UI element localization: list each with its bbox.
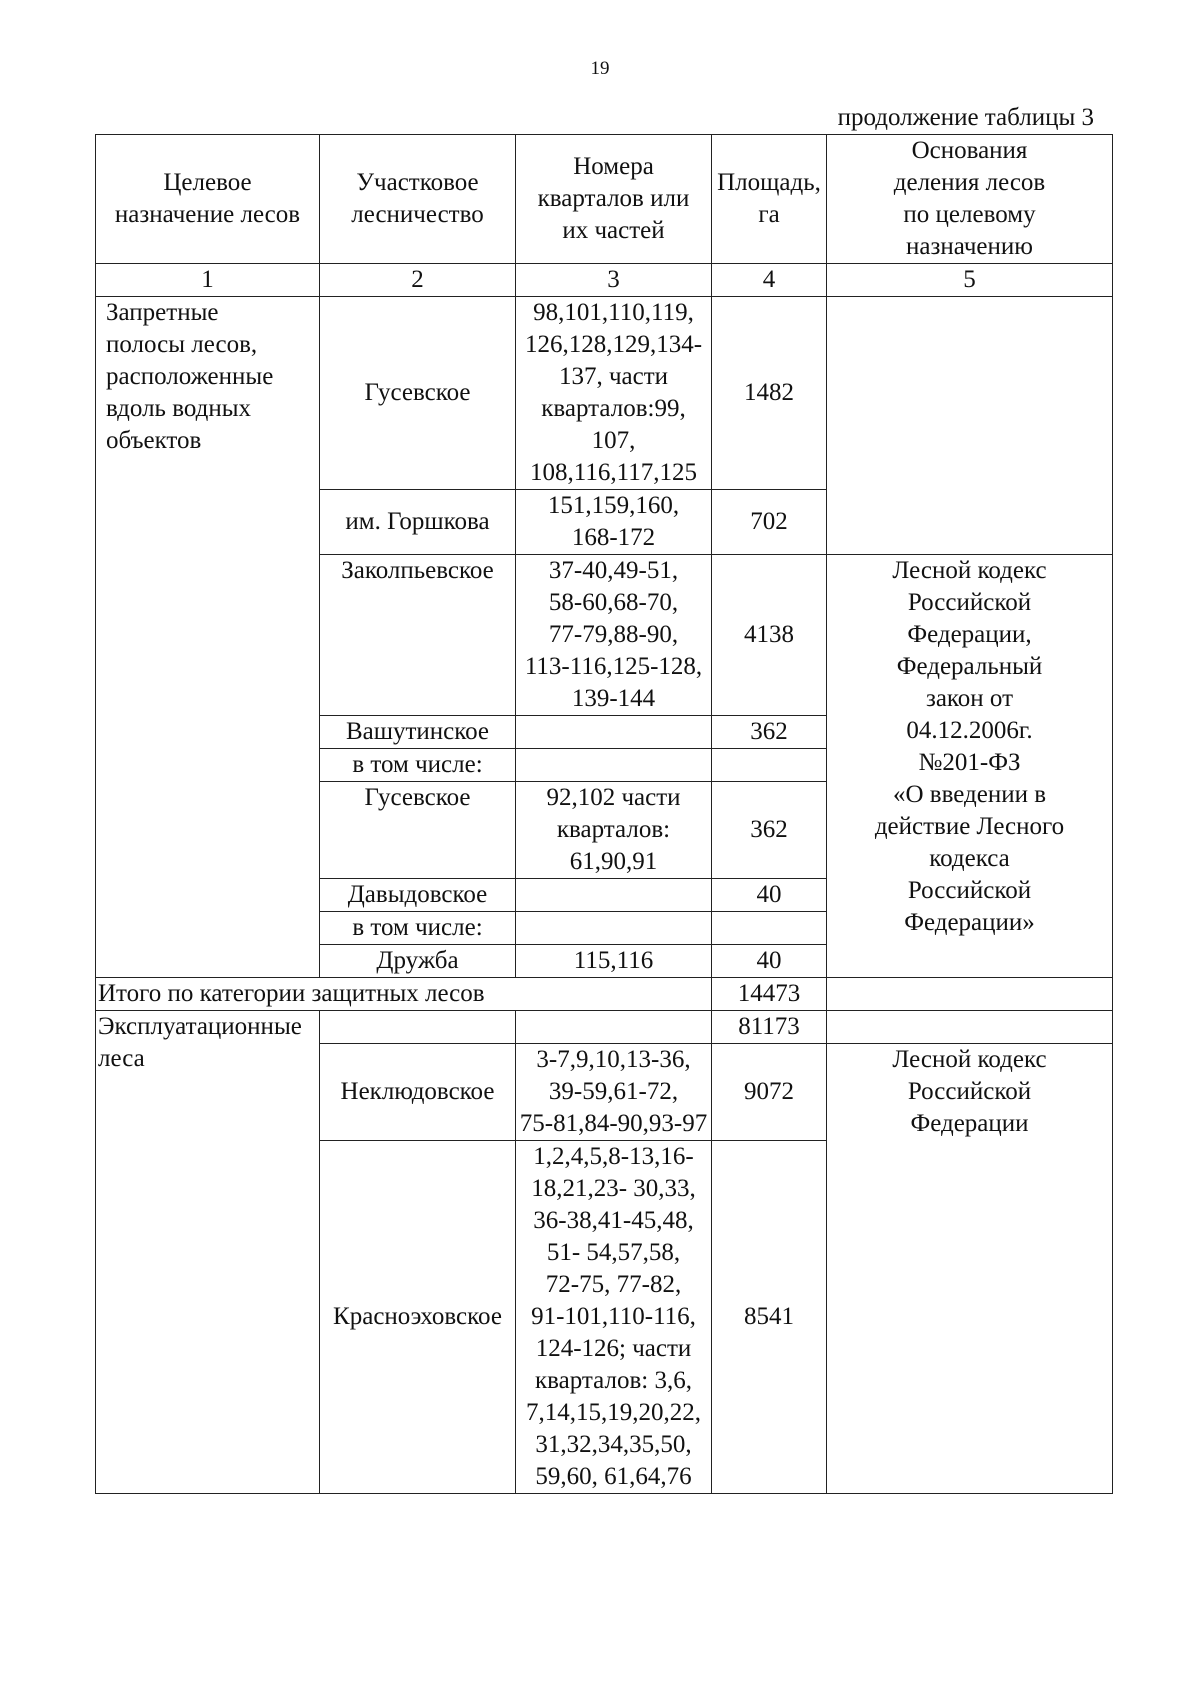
column-number: 4: [712, 264, 827, 297]
purpose-cell: Запретные полосы лесов, расположенные вдоль водных объектов: [96, 297, 320, 978]
table-header-row: [96, 135, 1113, 264]
quarters-cell: [516, 716, 712, 749]
area-cell: [712, 749, 827, 782]
forestry-cell: Неклюдовское: [320, 1044, 516, 1141]
forestry-cell: им. Горшкова: [320, 490, 516, 555]
forestry-cell: Дружба: [320, 945, 516, 978]
forest-purpose-table: [95, 134, 1113, 1494]
total-row: [96, 978, 1113, 1011]
header-area: Площадь, га: [712, 135, 827, 264]
area-cell: 362: [712, 782, 827, 879]
page-number: 19: [590, 58, 610, 79]
table-row: [96, 297, 1113, 490]
area-cell: 40: [712, 945, 827, 978]
column-number: 3: [516, 264, 712, 297]
forestry-cell: в том числе:: [320, 912, 516, 945]
total-label: Итого по категории защитных лесов: [96, 978, 712, 1011]
quarters-cell: 37-40,49-51, 58-60,68-70, 77-79,88-90, 113-116,125-128, 139-144: [516, 555, 712, 716]
basis-cell: Лесной кодекс Российской Федерации, Федеральный закон от 04.12.2006г. №201-ФЗ «О введении в действие Лесного кодекса Российской Федерации»: [827, 555, 1113, 978]
area-cell: 9072: [712, 1044, 827, 1141]
quarters-cell: [516, 879, 712, 912]
header-basis: Основания деления лесов по целевому назначению: [827, 135, 1113, 264]
header-purpose: Целевое назначение лесов: [96, 135, 320, 264]
forestry-cell: Красноэховское: [320, 1141, 516, 1494]
quarters-cell: 115,116: [516, 945, 712, 978]
area-cell: [712, 912, 827, 945]
table-continuation-label: продолжение таблицы 3: [837, 104, 1094, 131]
basis-cell: Лесной кодекс Российской Федерации: [827, 1044, 1113, 1494]
quarters-cell: [516, 912, 712, 945]
forestry-cell: Заколпьевское: [320, 555, 516, 716]
quarters-cell-empty: [516, 1011, 712, 1044]
purpose-cell: Эксплуатационные леса: [96, 1011, 320, 1494]
total-area: 14473: [712, 978, 827, 1011]
column-number: 5: [827, 264, 1113, 297]
header-forestry: Участковое лесничество: [320, 135, 516, 264]
quarters-cell: 1,2,4,5,8-13,16- 18,21,23- 30,33, 36-38,41-45,48, 51- 54,57,58, 72-75, 77-82, 91-101,110-116, 124-126; части кварталов: 3,6, 7,14,15,19,20,22, 31,32,34,35,50, 59,60, 61,64,76: [516, 1141, 712, 1494]
basis-cell-empty: [827, 1011, 1113, 1044]
forestry-cell: Вашутинское: [320, 716, 516, 749]
forestry-cell: Гусевское: [320, 782, 516, 879]
area-cell: 40: [712, 879, 827, 912]
quarters-cell: 98,101,110,119, 126,128,129,134- 137, части кварталов:99, 107, 108,116,117,125: [516, 297, 712, 490]
quarters-cell: 92,102 части кварталов: 61,90,91: [516, 782, 712, 879]
quarters-cell: [516, 749, 712, 782]
area-cell: 8541: [712, 1141, 827, 1494]
forestry-cell-empty: [320, 1011, 516, 1044]
column-number: 2: [320, 264, 516, 297]
summary-area-cell: 81173: [712, 1011, 827, 1044]
basis-cell-empty: [827, 297, 1113, 555]
total-basis-empty: [827, 978, 1113, 1011]
column-number-row: [96, 264, 1113, 297]
forestry-cell: Гусевское: [320, 297, 516, 490]
quarters-cell: 3-7,9,10,13-36, 39-59,61-72, 75-81,84-90,93-97: [516, 1044, 712, 1141]
forestry-cell: в том числе:: [320, 749, 516, 782]
header-quarters: Номера кварталов или их частей: [516, 135, 712, 264]
forestry-cell: Давыдовское: [320, 879, 516, 912]
table-row: [96, 1011, 1113, 1044]
area-cell: 4138: [712, 555, 827, 716]
column-number: 1: [96, 264, 320, 297]
area-cell: 1482: [712, 297, 827, 490]
quarters-cell: 151,159,160, 168-172: [516, 490, 712, 555]
area-cell: 702: [712, 490, 827, 555]
area-cell: 362: [712, 716, 827, 749]
